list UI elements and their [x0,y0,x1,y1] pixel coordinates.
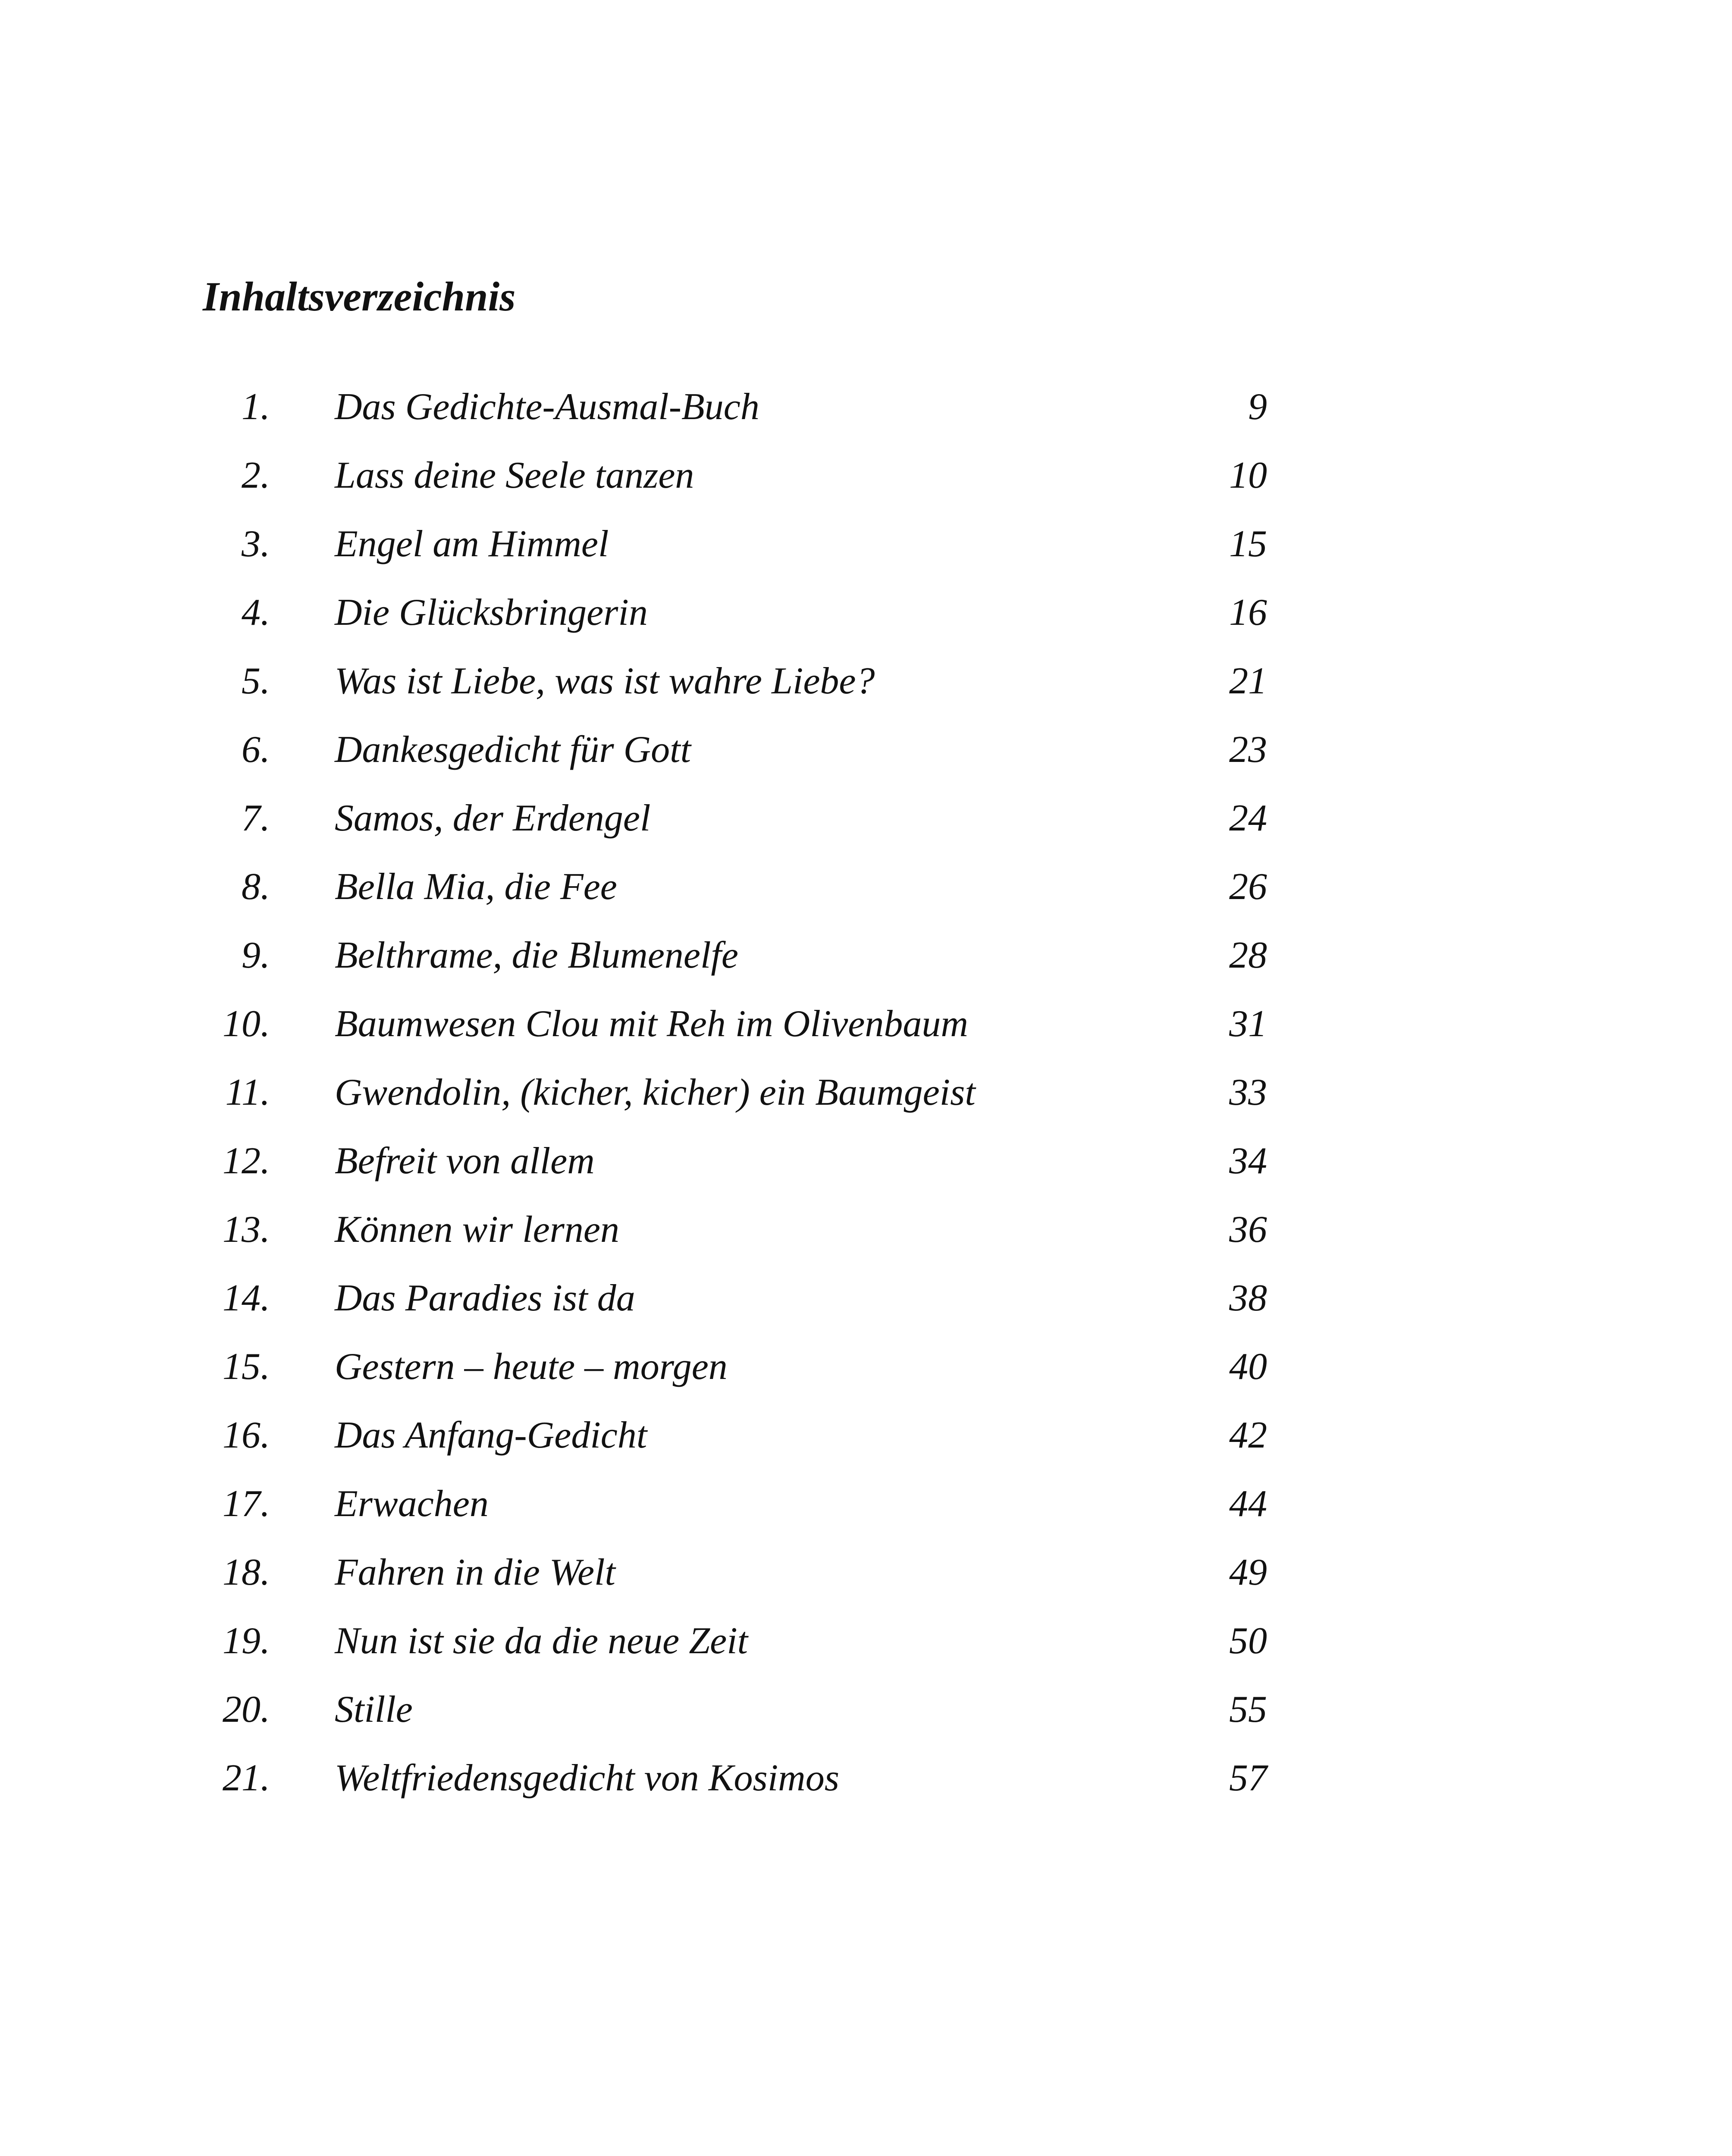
toc-entry-number: 5. [242,660,270,702]
toc-entry-title: Das Gedichte-Ausmal-Buch [335,386,759,428]
toc-entry-page: 28 [1229,934,1267,976]
toc-entry-number: 20. [223,1689,270,1730]
toc-entry-number: 13. [223,1209,270,1250]
toc-entry-title: Baumwesen Clou mit Reh im Olivenbaum [335,1003,968,1045]
toc-entry-number: 19. [223,1620,270,1662]
toc-entry-title: Gwendolin, (kicher, kicher) ein Baumgeist [335,1072,976,1113]
toc-entry [0,662,1732,731]
toc-entry-title: Was ist Liebe, was ist wahre Liebe? [335,660,875,702]
toc-entry-title: Fahren in die Welt [335,1551,615,1593]
toc-entry-number: 1. [242,386,270,428]
toc-entry [0,1074,1732,1142]
toc-entry-title: Können wir lernen [335,1209,619,1250]
page-title: Inhaltsverzeichnis [203,273,516,320]
toc-entry-title: Dankesgedicht für Gott [335,729,691,771]
toc-entry-page: 40 [1229,1346,1267,1388]
toc-entry-number: 8. [242,866,270,908]
toc-entry-title: Lass deine Seele tanzen [335,454,694,496]
toc-entry [0,594,1732,662]
toc-entry-page: 55 [1229,1689,1267,1730]
toc-entry-title: Die Glücksbringerin [335,592,648,633]
toc-entry-number: 21. [223,1757,270,1799]
toc-entry-title: Engel am Himmel [335,523,609,565]
toc-entry-page: 34 [1229,1140,1267,1182]
toc-entry-title: Befreit von allem [335,1140,595,1182]
toc-entry [0,1211,1732,1279]
toc-entry [0,799,1732,868]
toc-entry-number: 14. [223,1277,270,1319]
toc-entry-number: 18. [223,1551,270,1593]
toc-entry-page: 42 [1229,1414,1267,1456]
toc-entry-page: 23 [1229,729,1267,771]
toc-entry [0,1348,1732,1416]
toc-entry-title: Gestern – heute – morgen [335,1346,728,1388]
toc-entry [0,868,1732,937]
toc-entry-number: 10. [223,1003,270,1045]
toc-entry-page: 38 [1229,1277,1267,1319]
toc-entry [0,1551,1732,1622]
toc-entry-number: 2. [242,454,270,496]
toc-entry-number: 17. [223,1483,270,1525]
toc-entry [0,1005,1732,1074]
toc-entry-title: Bella Mia, die Fee [335,866,617,908]
toc-entry-number: 12. [223,1140,270,1182]
toc-entry-number: 9. [242,934,270,976]
toc-entry-number: 3. [242,523,270,565]
toc-entry-page: 50 [1229,1620,1267,1662]
toc-entry [0,1485,1732,1554]
toc-entry [0,454,1732,525]
toc-entry-number: 6. [242,729,270,771]
toc-entry-title: Stille [335,1689,413,1730]
toc-entry-number: 7. [242,797,270,839]
toc-entry-page: 36 [1229,1209,1267,1250]
toc-entry-page: 21 [1229,660,1267,702]
toc-entry-page: 10 [1229,454,1267,496]
toc-entry-page: 16 [1229,592,1267,633]
toc-entry-title: Weltfriedensgedicht von Kosimos [335,1757,839,1799]
toc-entry-page: 31 [1229,1003,1267,1045]
toc-entry [0,1691,1732,1759]
toc-entry [0,1416,1732,1485]
toc-entry-page: 26 [1229,866,1267,908]
toc-entry [0,1622,1732,1691]
toc-entry-number: 16. [223,1414,270,1456]
toc-entry-page: 44 [1229,1483,1267,1525]
toc-entry-title: Belthrame, die Blumenelfe [335,934,738,976]
toc-entry-title: Samos, der Erdengel [335,797,651,839]
toc-entry-title: Nun ist sie da die neue Zeit [335,1620,748,1662]
toc-entry-page: 57 [1229,1757,1267,1799]
toc-entry-page: 15 [1229,523,1267,565]
toc-entry [0,525,1732,594]
toc-entry-page: 33 [1229,1072,1267,1113]
toc-entry [0,731,1732,799]
toc-entry-page: 49 [1229,1551,1267,1593]
toc-entry-number: 4. [242,592,270,633]
toc-entry-title: Erwachen [335,1483,489,1525]
toc-entry-page: 24 [1229,797,1267,839]
toc-entry [0,934,1732,1005]
toc-entry-page: 9 [1248,386,1267,428]
toc-entry [0,388,1732,457]
toc-entry-number: 15. [223,1346,270,1388]
toc-entry [0,1279,1732,1348]
toc-entry [0,1142,1732,1211]
table-of-contents [0,388,1732,1828]
toc-entry-number: 11. [225,1072,270,1113]
toc-entry-title: Das Paradies ist da [335,1277,635,1319]
toc-entry-title: Das Anfang-Gedicht [335,1414,647,1456]
toc-entry [0,1759,1732,1828]
